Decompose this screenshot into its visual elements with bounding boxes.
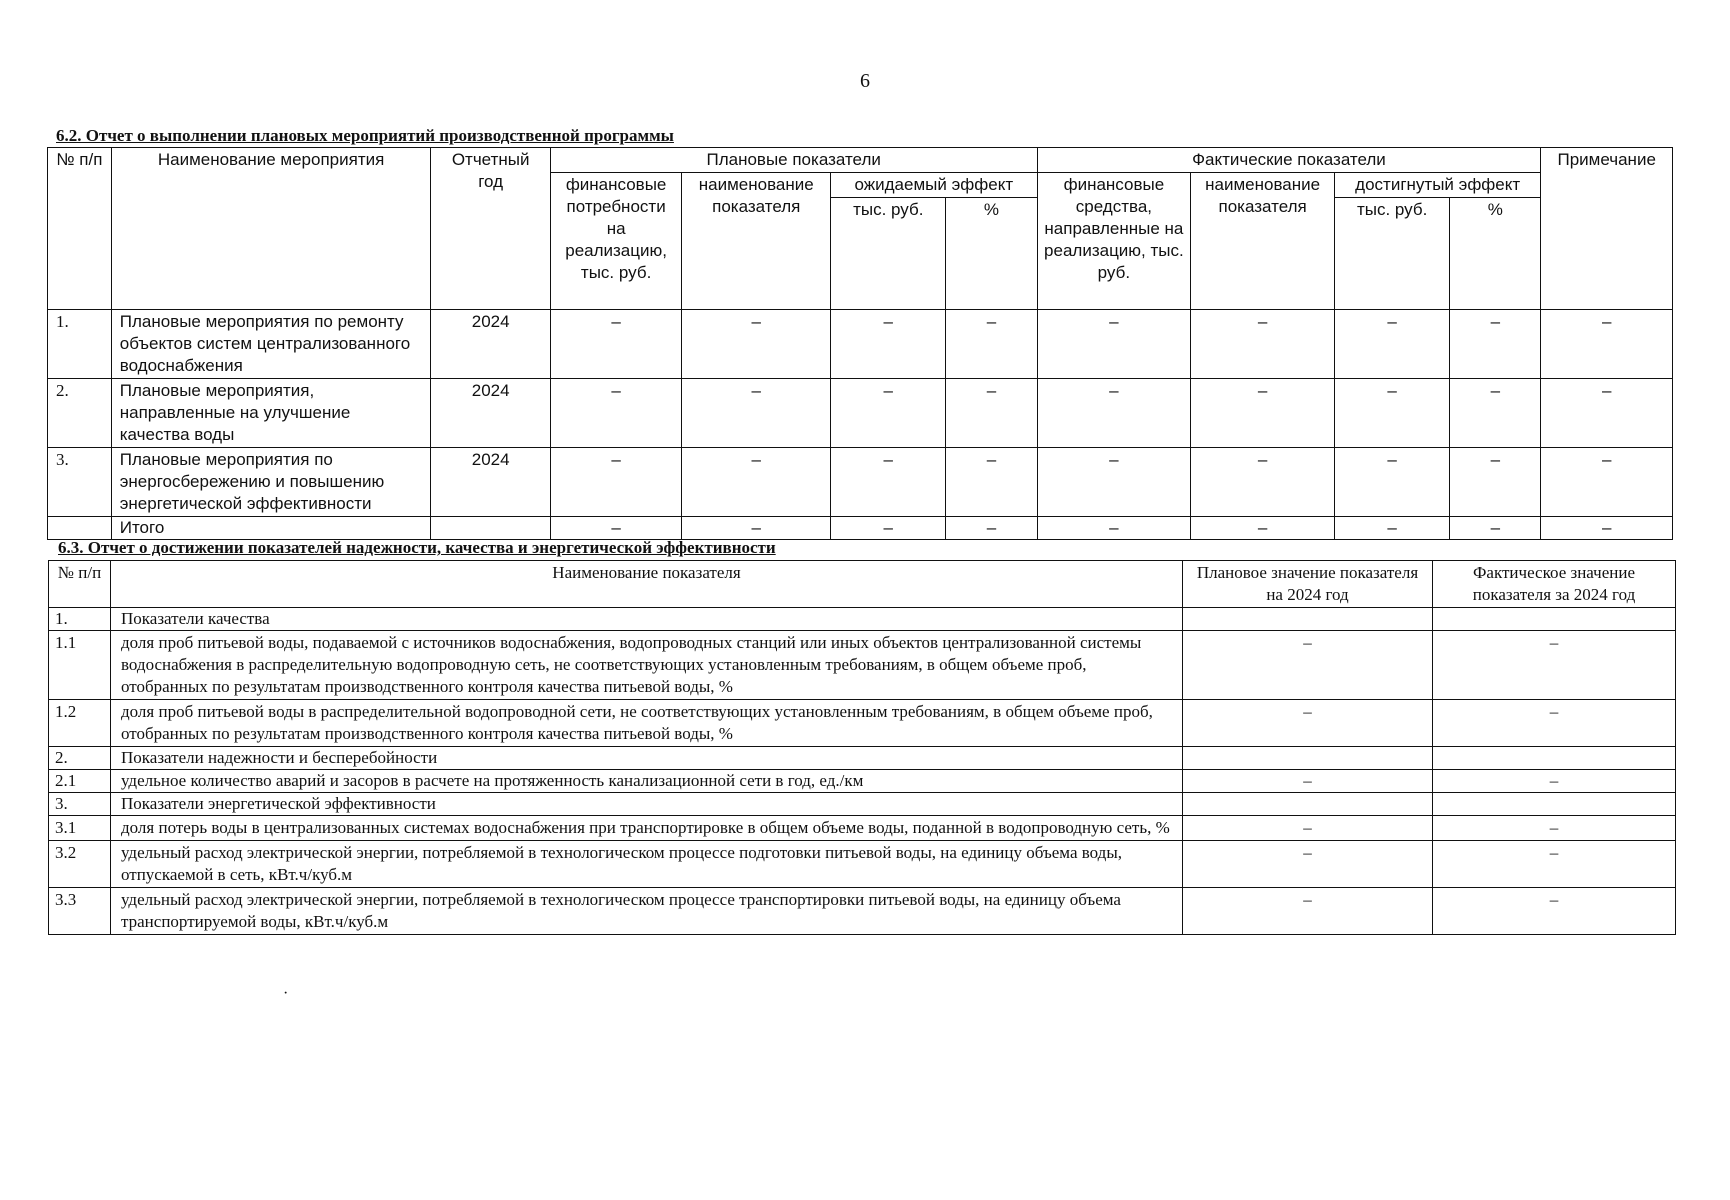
row-fact: –	[1433, 841, 1676, 888]
planned-measures-table	[47, 147, 1673, 540]
cell-value: –	[1037, 379, 1191, 448]
row-num: 3.2	[49, 841, 111, 888]
row-name: удельный расход электрической энергии, потребляемой в технологическом процессе транспортировки питьевой воды, на единицу объема транспортируемой воды, кВт.ч/куб.м	[111, 888, 1183, 935]
fact-group-header: Фактические показатели	[1037, 148, 1541, 173]
cell-value: –	[550, 310, 682, 379]
col-num-header: № п/п	[49, 561, 111, 608]
cell-value: –	[1541, 448, 1673, 517]
cell-value: –	[1334, 310, 1449, 379]
col-plan-header: Плановое значение показателя на 2024 год	[1183, 561, 1433, 608]
cell-value: –	[1191, 379, 1335, 448]
row-name: Плановые мероприятия по энергосбережению и повышению энергетической эффективности	[111, 448, 431, 517]
cell-value: –	[550, 517, 682, 540]
cell-value: –	[1037, 448, 1191, 517]
plan-ind-name-header: наименование показателя	[682, 173, 831, 310]
cell-value: –	[831, 517, 946, 540]
cell-value: –	[1450, 310, 1541, 379]
table-row	[49, 888, 1676, 935]
cell-value: –	[682, 517, 831, 540]
row-plan: –	[1183, 888, 1433, 935]
row-fact	[1433, 608, 1676, 631]
page-number: 6	[860, 70, 870, 92]
fact-percent-header: %	[1450, 198, 1541, 310]
row-name: удельный расход электрической энергии, потребляемой в технологическом процессе подготовки питьевой воды, на единицу объема воды, отпускаемой в сеть, кВт.ч/куб.м	[111, 841, 1183, 888]
plan-fin-header: финансовые потребности на реализацию, тыс. руб.	[550, 173, 682, 310]
cell-value: –	[1334, 448, 1449, 517]
row-name: Плановые мероприятия, направленные на улучшение качества воды	[111, 379, 431, 448]
cell-value: –	[1037, 517, 1191, 540]
row-num: 2.	[48, 379, 112, 448]
cell-value: –	[831, 379, 946, 448]
table-row	[48, 379, 1673, 448]
cell-value: –	[946, 448, 1037, 517]
table-row	[49, 631, 1676, 700]
row-plan: –	[1183, 841, 1433, 888]
row-year	[431, 517, 550, 540]
table-row	[48, 448, 1673, 517]
col-name-header: Наименование мероприятия	[111, 148, 431, 310]
table-row	[49, 816, 1676, 841]
row-num: 2.	[49, 747, 111, 770]
row-plan: –	[1183, 770, 1433, 793]
row-num: 1.	[49, 608, 111, 631]
col-fact-header: Фактическое значение показателя за 2024 год	[1433, 561, 1676, 608]
cell-value: –	[682, 379, 831, 448]
row-num: 3.	[48, 448, 112, 517]
row-fact: –	[1433, 631, 1676, 700]
plan-percent-header: %	[946, 198, 1037, 310]
row-year: 2024	[431, 310, 550, 379]
cell-value: –	[1191, 310, 1335, 379]
row-num: 3.3	[49, 888, 111, 935]
table-row	[49, 770, 1676, 793]
cell-value: –	[1037, 310, 1191, 379]
table-row	[49, 793, 1676, 816]
table-row	[49, 841, 1676, 888]
cell-value: –	[1334, 517, 1449, 540]
fact-thous-rub-header: тыс. руб.	[1334, 198, 1449, 310]
row-num: 1.2	[49, 700, 111, 747]
row-num	[48, 517, 112, 540]
row-year: 2024	[431, 379, 550, 448]
plan-group-header: Плановые показатели	[550, 148, 1037, 173]
indicators-table	[48, 560, 1676, 935]
col-year-header: Отчетный год	[431, 148, 550, 310]
table-row	[49, 747, 1676, 770]
cell-value: –	[550, 448, 682, 517]
cell-value: –	[1334, 379, 1449, 448]
row-year: 2024	[431, 448, 550, 517]
row-name: Показатели надежности и бесперебойности	[111, 747, 1183, 770]
fact-ind-name-header: наименование показателя	[1191, 173, 1335, 310]
cell-value: –	[1191, 448, 1335, 517]
cell-value: –	[1450, 448, 1541, 517]
row-plan	[1183, 747, 1433, 770]
section-6-3-title: 6.3. Отчет о достижении показателей надежности, качества и энергетической эффективности	[58, 538, 776, 557]
row-num: 3.	[49, 793, 111, 816]
cell-value: –	[946, 379, 1037, 448]
col-note-header: Примечание	[1541, 148, 1673, 310]
cell-value: –	[946, 310, 1037, 379]
row-fact: –	[1433, 816, 1676, 841]
scan-dot-mark: ·	[283, 985, 289, 1002]
col-name-header: Наименование показателя	[111, 561, 1183, 608]
cell-value: –	[682, 310, 831, 379]
total-label: Итого	[111, 517, 431, 540]
row-plan: –	[1183, 631, 1433, 700]
table-row	[49, 608, 1676, 631]
plan-effect-header: ожидаемый эффект	[831, 173, 1037, 198]
row-num: 2.1	[49, 770, 111, 793]
cell-value: –	[1541, 310, 1673, 379]
cell-value: –	[550, 379, 682, 448]
cell-value: –	[682, 448, 831, 517]
row-name: Плановые мероприятия по ремонту объектов систем централизованного водоснабжения	[111, 310, 431, 379]
row-name: доля проб питьевой воды в распределительной водопроводной сети, не соответствующих установленным требованиям, в общем объеме проб, отобранных по результатам производственного контроля качества питьевой воды, %	[111, 700, 1183, 747]
cell-value: –	[1541, 379, 1673, 448]
cell-value: –	[1541, 517, 1673, 540]
col-num-header: № п/п	[48, 148, 112, 310]
cell-value: –	[1450, 517, 1541, 540]
row-fact	[1433, 747, 1676, 770]
row-plan: –	[1183, 700, 1433, 747]
cell-value: –	[946, 517, 1037, 540]
table-row	[49, 700, 1676, 747]
row-num: 1.1	[49, 631, 111, 700]
plan-thous-rub-header: тыс. руб.	[831, 198, 946, 310]
row-plan	[1183, 793, 1433, 816]
fact-effect-header: достигнутый эффект	[1334, 173, 1540, 198]
cell-value: –	[1450, 379, 1541, 448]
row-plan	[1183, 608, 1433, 631]
row-fact: –	[1433, 770, 1676, 793]
table-row	[48, 310, 1673, 379]
row-name: Показатели энергетической эффективности	[111, 793, 1183, 816]
row-plan: –	[1183, 816, 1433, 841]
fact-fin-header: финансовые средства, направленные на реализацию, тыс. руб.	[1037, 173, 1191, 310]
row-name: Показатели качества	[111, 608, 1183, 631]
row-name: доля потерь воды в централизованных системах водоснабжения при транспортировке в общем объеме воды, поданной в водопроводную сеть, %	[111, 816, 1183, 841]
cell-value: –	[1191, 517, 1335, 540]
row-name: доля проб питьевой воды, подаваемой с источников водоснабжения, водопроводных станций или иных объектов централизованной системы водоснабжения в распределительную водопроводную сеть, не соответствующих установленным требованиям, в общем объеме проб, отобранных по результатам производственного контроля качества питьевой воды, %	[111, 631, 1183, 700]
row-name: удельное количество аварий и засоров в расчете на протяженность канализационной сети в год, ед./км	[111, 770, 1183, 793]
total-row	[48, 517, 1673, 540]
row-fact: –	[1433, 888, 1676, 935]
row-fact: –	[1433, 700, 1676, 747]
cell-value: –	[831, 310, 946, 379]
row-num: 1.	[48, 310, 112, 379]
cell-value: –	[831, 448, 946, 517]
row-num: 3.1	[49, 816, 111, 841]
section-6-2-title: 6.2. Отчет о выполнении плановых мероприятий производственной программы	[56, 126, 674, 145]
row-fact	[1433, 793, 1676, 816]
